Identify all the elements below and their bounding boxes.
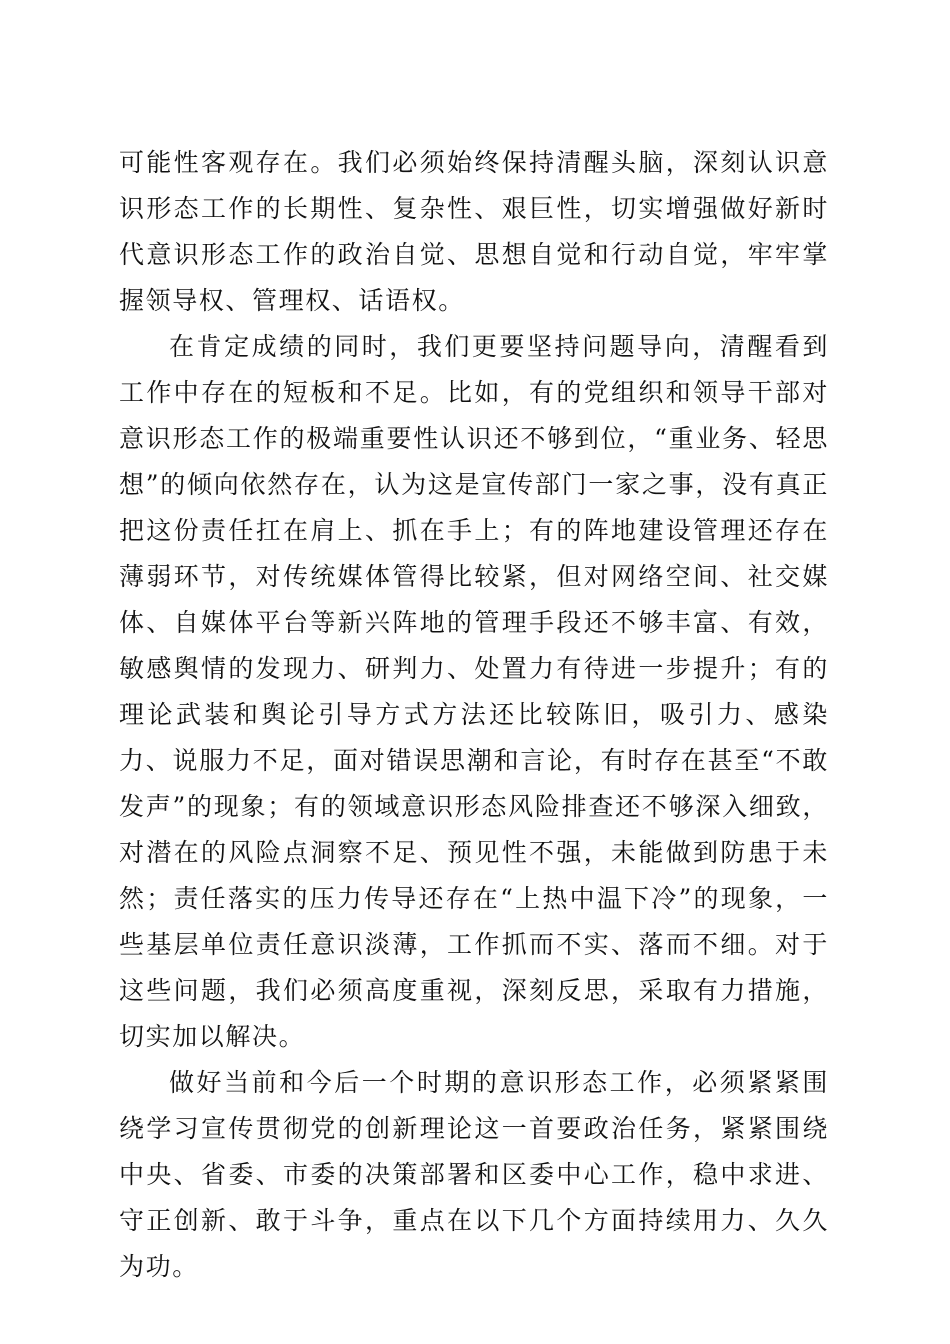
- paragraph-priorities: 做好当前和今后一个时期的意识形态工作，必须紧紧围绕学习宣传贯彻党的创新理论这一首要政治任务，紧紧围绕中央、省委、市委的决策部署和区委中心工作，稳中求进、守正创新、敢于斗争，重点在以下几个方面持续用力、久久为功。: [119, 1068, 829, 1281]
- paragraph-continuation: 可能性客观存在。我们必须始终保持清醒头脑，深刻认识意识形态工作的长期性、复杂性、艰巨性，切实增强做好新时代意识形态工作的政治自觉、思想自觉和行动自觉，牢牢掌握领导权、管理权、话语权。: [119, 148, 829, 315]
- document-body: [119, 140, 829, 1290]
- paragraph-problems: 在肯定成绩的同时，我们更要坚持问题导向，清醒看到工作中存在的短板和不足。比如，有的党组织和领导干部对意识形态工作的极端重要性认识还不够到位，“重业务、轻思想”的倾向依然存在，认为这是宣传部门一家之事，没有真正把这份责任扛在肩上、抓在手上；有的阵地建设管理还存在薄弱环节，对传统媒体管得比较紧，但对网络空间、社交媒体、自媒体平台等新兴阵地的管理手段还不够丰富、有效，敏感舆情的发现力、研判力、处置力有待进一步提升；有的理论武装和舆论引导方式方法还比较陈旧，吸引力、感染力、说服力不足，面对错误思潮和言论，有时存在甚至“不敢发声”的现象；有的领域意识形态风险排查还不够深入细致，对潜在的风险点洞察不足、预见性不强，未能做到防患于未然；责任落实的压力传导还存在“上热中温下冷”的现象，一些基层单位责任意识淡薄，工作抓而不实、落而不细。对于这些问题，我们必须高度重视，深刻反思，采取有力措施，切实加以解决。: [119, 332, 829, 1051]
